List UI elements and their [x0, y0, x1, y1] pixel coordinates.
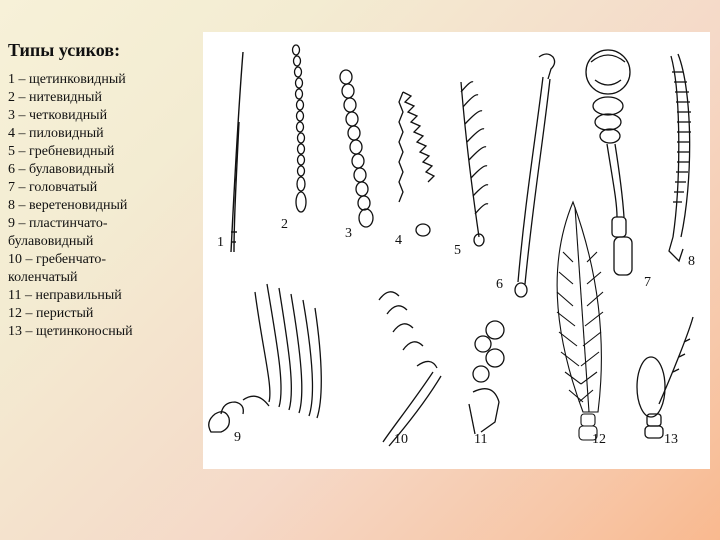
antenna-3-moniliform: [340, 70, 373, 227]
legend: [8, 40, 198, 341]
figure-number-1: 1: [217, 235, 224, 250]
antenna-6-clavate: [515, 54, 555, 297]
figure-number-10: 10: [394, 432, 408, 447]
figure-number-8: 8: [688, 254, 695, 269]
legend-item-9: 9 – пластинчато-: [8, 216, 108, 231]
legend-item-3: 3 – четковидный: [8, 108, 108, 123]
figure-number-12: 12: [592, 432, 606, 447]
legend-item-13: 13 – щетинконосный: [8, 324, 133, 339]
legend-item-6: 6 – булавовидный: [8, 162, 115, 177]
figure-number-6: 6: [496, 277, 503, 292]
legend-item-2: 2 – нитевидный: [8, 90, 102, 105]
figure-number-2: 2: [281, 217, 288, 232]
antenna-9-lamellate: [209, 284, 322, 432]
legend-item-10: 10 – гребенчато-: [8, 252, 107, 267]
antenna-13-aristate: [637, 317, 693, 438]
legend-item-9-cont: булавовидный: [8, 234, 94, 249]
legend-item-1: 1 – щетинковидный: [8, 72, 126, 87]
legend-item-8: 8 – веретеновидный: [8, 198, 128, 213]
antenna-2-filiform: [293, 45, 307, 212]
figure-number-3: 3: [345, 226, 352, 241]
legend-item-12: 12 – перистый: [8, 306, 94, 321]
figure-number-9: 9: [234, 430, 241, 445]
legend-item-5: 5 – гребневидный: [8, 144, 115, 159]
figure-number-4: 4: [395, 233, 402, 248]
antenna-illustration: [203, 32, 710, 469]
antenna-5-pectinate: [461, 82, 488, 246]
antenna-12-plumose: [557, 202, 603, 440]
legend-item-4: 4 – пиловидный: [8, 126, 104, 141]
legend-item-7: 7 – головчатый: [8, 180, 98, 195]
figure-number-7: 7: [644, 275, 651, 290]
legend-item-11: 11 – неправильный: [8, 288, 122, 303]
figure-number-5: 5: [454, 243, 461, 258]
figure-number-11: 11: [474, 432, 488, 447]
antenna-11-irregular: [469, 321, 504, 434]
figure-number-13: 13: [664, 432, 678, 447]
antenna-7-capitate: [586, 50, 632, 275]
antenna-4-serrate: [399, 92, 434, 236]
antenna-figure-panel: [203, 32, 710, 469]
legend-item-10-cont: коленчатый: [8, 270, 78, 285]
antenna-1-setaceous: [231, 52, 243, 252]
antenna-8-fusiform: [669, 54, 691, 261]
antenna-10-geniculate: [379, 292, 441, 446]
legend-title: Типы усиков:: [8, 40, 121, 60]
